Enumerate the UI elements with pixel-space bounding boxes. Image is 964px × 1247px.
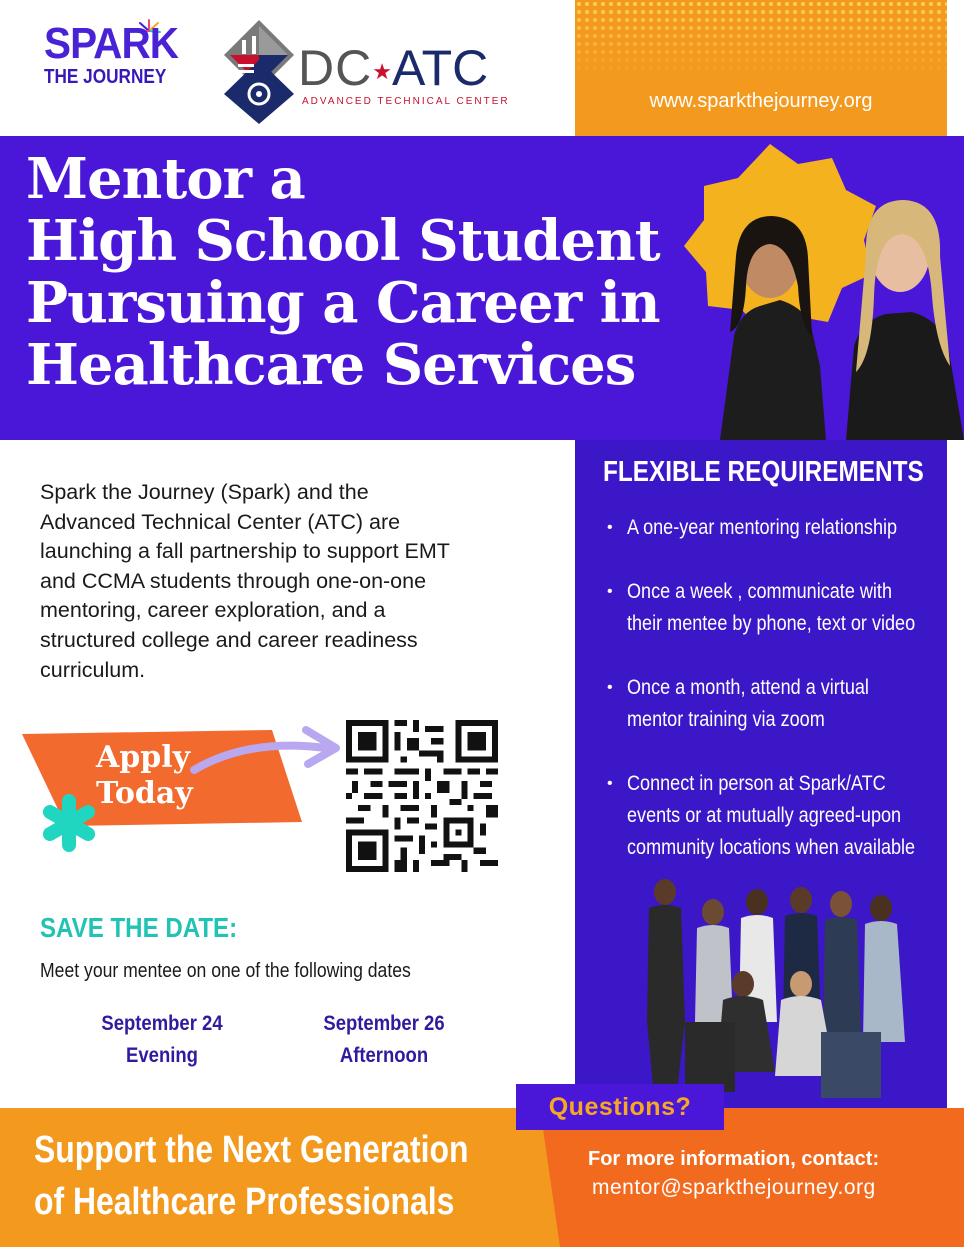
requirement-item: [603, 768, 943, 864]
apply-label-line2: Today: [96, 776, 193, 811]
requirement-text: mentor training via zoom: [627, 708, 825, 731]
contact-label: For more information, contact:: [588, 1148, 880, 1170]
requirement-item: [603, 512, 943, 544]
intro-paragraph: Spark the Journey (Spark) and the Advanced Technical Center (ATC) are launching a fall partnership to support EMT and CCMA students through one-on-one mentoring, career exploration, and a structured college and career readiness curriculum.: [40, 480, 450, 682]
apply-label-line1: Apply: [96, 740, 191, 775]
date-time: Afternoon: [339, 1044, 429, 1067]
bullet-icon: •: [607, 583, 613, 600]
asterisk-icon: [38, 792, 100, 854]
footer-tagline-line: of Healthcare Professionals: [34, 1181, 455, 1223]
spark-logo-subtitle: THE JOURNEY: [44, 66, 167, 88]
dcatc-logo: [224, 20, 514, 130]
mentor-photo: [650, 136, 964, 440]
save-the-date-heading: SAVE THE DATE:: [40, 912, 238, 943]
requirements-list: [603, 512, 943, 896]
date-label: September 26: [323, 1012, 445, 1035]
requirement-text: their mentee by phone, text or video: [627, 612, 916, 635]
date-label: September 24: [101, 1012, 223, 1035]
requirement-item: [603, 576, 943, 640]
hero-title: [26, 148, 706, 396]
hero-banner: [0, 136, 964, 440]
requirement-text: Once a month, attend a virtual: [627, 676, 869, 699]
hero-title-line: Pursuing a Career in: [26, 270, 660, 336]
save-the-date-description: Meet your mentee on one of the following dates: [40, 960, 411, 982]
spark-logo-word: SPARK: [44, 19, 179, 68]
dcatc-atc: ATC: [391, 40, 489, 96]
requirement-text: Connect in person at Spark/ATC: [627, 772, 886, 795]
group-photo: [625, 872, 925, 1108]
footer-banner: [0, 1108, 964, 1247]
requirement-item: [603, 672, 943, 736]
requirement-text: community locations when available: [627, 836, 916, 859]
hero-title-line: High School Student: [26, 208, 660, 274]
arrow-to-qr-icon: [188, 720, 348, 780]
hero-title-line: Healthcare Services: [26, 332, 636, 398]
bullet-icon: •: [607, 519, 613, 536]
requirement-text: events or at mutually agreed-upon: [627, 804, 902, 827]
dcatc-subtitle: ADVANCED TECHNICAL CENTER: [302, 96, 510, 107]
bullet-icon: •: [607, 679, 613, 696]
footer-tagline: [34, 1124, 469, 1228]
contact-email-link[interactable]: mentor@sparkthejourney.org: [592, 1176, 876, 1199]
date-option: [296, 1008, 472, 1072]
apply-qr-code[interactable]: [346, 720, 498, 872]
website-link[interactable]: www.sparkthejourney.org: [649, 90, 873, 112]
dcatc-wordmark: [298, 42, 488, 98]
dcatc-emblem-icon: [224, 20, 294, 124]
bullet-icon: •: [607, 775, 613, 792]
date-time: Evening: [126, 1044, 198, 1067]
apply-today-label[interactable]: [96, 740, 193, 812]
hero-title-line: Mentor a: [26, 146, 305, 212]
requirement-text: A one-year mentoring relationship: [627, 516, 898, 539]
questions-label: Questions?: [548, 1093, 692, 1121]
requirements-panel: [575, 440, 947, 1108]
website-banner: [575, 0, 947, 136]
halftone-dots-decoration: [575, 0, 947, 80]
dcatc-star-icon: ★: [372, 58, 392, 84]
spark-logo: [44, 19, 194, 88]
requirements-heading: FLEXIBLE REQUIREMENTS: [603, 456, 924, 488]
footer-tagline-line: Support the Next Generation: [34, 1129, 469, 1171]
questions-badge: [516, 1084, 724, 1130]
dcatc-dc: DC: [298, 40, 373, 96]
date-option: [74, 1008, 250, 1072]
requirement-text: Once a week , communicate with: [627, 580, 893, 603]
